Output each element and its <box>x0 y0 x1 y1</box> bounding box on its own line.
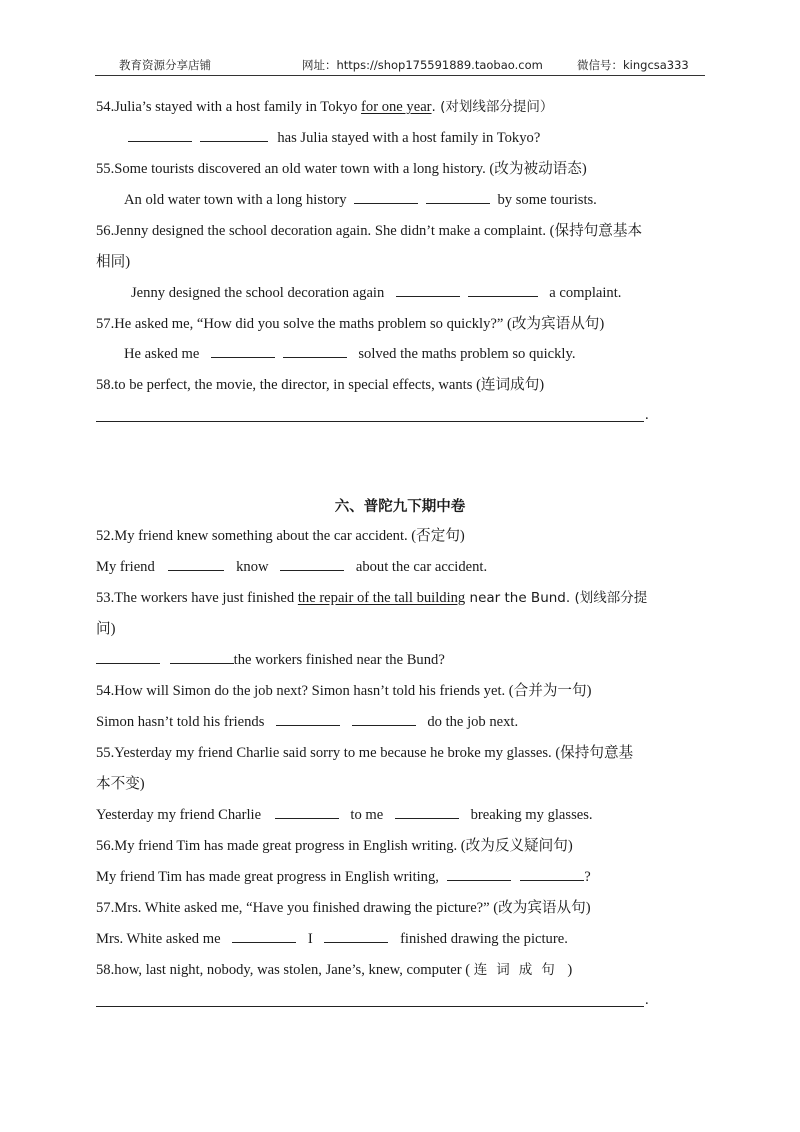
blank[interactable] <box>352 713 416 726</box>
blank[interactable] <box>447 868 511 881</box>
underlined-phrase: the repair of the tall building <box>297 590 466 606</box>
answer-line-58[interactable] <box>96 421 644 422</box>
answer-56: Jenny designed the school decoration again a complaint. <box>131 285 622 301</box>
question-58b: 58.how, last night, nobody, was stolen, Jane’s, knew, computer ( 连词成句 ) <box>96 962 573 978</box>
blank[interactable] <box>324 930 388 943</box>
blank[interactable] <box>200 129 268 142</box>
answer-57b: Mrs. White asked me I finished drawing the picture. <box>96 931 568 947</box>
question-53: 53.The workers have just finished the repair of the tall building near the Bund. (划线部分提 <box>96 590 648 606</box>
question-56-cont: 相同) <box>96 254 131 270</box>
blank[interactable] <box>395 806 459 819</box>
answer-period: . <box>645 407 649 423</box>
answer-54: has Julia stayed with a host family in Tokyo? <box>128 129 540 147</box>
question-57b: 57.Mrs. White asked me, “Have you finished drawing the picture?” (改为宾语从句) <box>96 900 591 916</box>
question-54b: 54.How will Simon do the job next? Simon hasn’t told his friends yet. (合并为一句) <box>96 683 592 699</box>
blank[interactable] <box>170 651 234 664</box>
answer-55: An old water town with a long history by some tourists. <box>124 192 597 208</box>
question-55b-cont: 本不变) <box>96 776 145 792</box>
question-54: 54.Julia’s stayed with a host family in Tokyo for one year. (对划线部分提问） <box>96 99 554 115</box>
question-56b: 56.My friend Tim has made great progress in English writing. (改为反义疑问句) <box>96 838 573 854</box>
blank[interactable] <box>426 191 490 204</box>
blank[interactable] <box>276 713 340 726</box>
answer-52: My friend know about the car accident. <box>96 559 488 575</box>
answer-54b: Simon hasn’t told his friends do the job next. <box>96 714 519 730</box>
header-url: 网址：https://shop175591889.taobao.com <box>302 58 543 72</box>
answer-53: the workers finished near the Bund? <box>96 651 445 669</box>
blank[interactable] <box>468 284 538 297</box>
blank[interactable] <box>128 129 192 142</box>
header-wechat: 微信号：kingcsa333 <box>577 58 689 72</box>
blank[interactable] <box>396 284 460 297</box>
answer-57: He asked me solved the maths problem so quickly. <box>124 346 576 362</box>
question-53-cont: 问) <box>96 621 116 637</box>
answer-55b: Yesterday my friend Charlie to me breaking my glasses. <box>96 807 593 823</box>
blank[interactable] <box>283 345 347 358</box>
page-header <box>95 57 705 75</box>
question-58: 58.to be perfect, the movie, the director, in special effects, wants (连词成句) <box>96 377 545 393</box>
question-57: 57.He asked me, “How did you solve the maths problem so quickly?” (改为宾语从句) <box>96 316 605 332</box>
question-56: 56.Jenny designed the school decoration again. She didn’t make a complaint. (保持句意基本 <box>96 223 643 239</box>
blank[interactable] <box>211 345 275 358</box>
blank[interactable] <box>280 558 344 571</box>
blank[interactable] <box>275 806 339 819</box>
blank[interactable] <box>354 191 418 204</box>
blank[interactable] <box>96 651 160 664</box>
question-52: 52.My friend knew something about the car accident. (否定句) <box>96 528 465 544</box>
question-55: 55.Some tourists discovered an old water town with a long history. (改为被动语态) <box>96 161 587 177</box>
blank[interactable] <box>232 930 296 943</box>
section-title: 六、普陀九下期中卷 <box>334 499 466 515</box>
blank[interactable] <box>520 868 584 881</box>
underlined-phrase: for one year <box>361 99 432 115</box>
answer-56b: My friend Tim has made great progress in English writing, ? <box>96 869 591 885</box>
blank[interactable] <box>168 558 224 571</box>
header-shop: 教育资源分享店铺 <box>119 58 211 72</box>
answer-line-58b[interactable] <box>96 1006 644 1007</box>
question-55b: 55.Yesterday my friend Charlie said sorry to me because he broke my glasses. (保持句意基 <box>96 745 634 761</box>
answer-period: . <box>645 992 649 1008</box>
header-rule <box>95 75 705 76</box>
